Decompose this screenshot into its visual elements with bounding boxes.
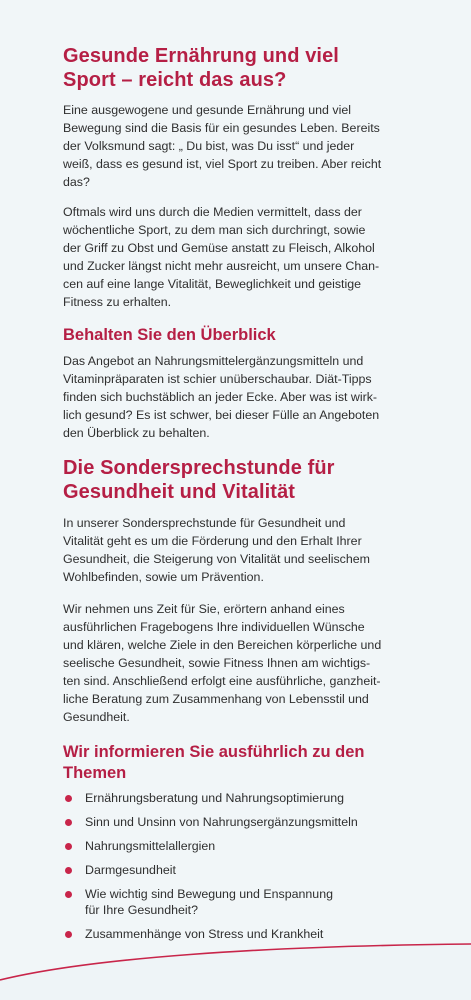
list-item-text: Sinn und Unsinn von Nahrungsergänzungsmitteln — [85, 815, 358, 829]
heading-consultation: Die Sondersprechstunde für Gesundheit und Vitalität — [63, 457, 335, 503]
media-paragraph: Oftmals wird uns durch die Medien vermittelt, dass der wöchentliche Sport, zu dem man sich durchringt, sowie der Griff zu Obst und Gemüse anstatt zu Fleisch, Alkohol und Zucker längst nicht mehr ausreicht, um unsere Chan- cen auf eine lange Vitalität, Beweglichkeit und geistige Fitness zu erhalten. — [63, 205, 380, 309]
bullet-dot-icon — [65, 891, 72, 898]
bullet-dot-icon — [65, 843, 72, 850]
decorative-wave — [0, 940, 471, 1000]
bullet-dot-icon — [65, 819, 72, 826]
wave-fill — [0, 944, 471, 1000]
overview-paragraph: Das Angebot an Nahrungsmittelergänzungsmitteln und Vitaminpräparaten ist schier unüberschaubar. Diät-Tipps finden sich buchstäblich an jeder Ecke. Aber was ist wirk- lich gesund? Es ist schwer, bei dieser Fülle an Angeboten den Überblick zu behalten. — [63, 354, 380, 440]
content-column — [63, 44, 413, 950]
heading-nutrition-sport: Gesunde Ernährung und viel Sport – reicht das aus? — [63, 45, 339, 91]
list-item — [63, 838, 413, 854]
bullet-dot-icon — [65, 867, 72, 874]
list-item-text: Nahrungsmittelallergien — [85, 839, 216, 853]
bullet-dot-icon — [65, 931, 72, 938]
list-item-text: Wie wichtig sind Bewegung und Enspannung für Ihre Gesundheit? — [85, 887, 333, 917]
list-item — [63, 790, 413, 806]
topics-list — [63, 790, 413, 942]
bullet-dot-icon — [65, 795, 72, 802]
consultation-paragraph: In unserer Sondersprechstunde für Gesundheit und Vitalität geht es um die Förderung und den Erhalt Ihrer Gesundheit, die Steigerung von Vitalität und seelischem Wohlbefinden, sowie um Prävention. — [63, 516, 370, 584]
list-item — [63, 862, 413, 878]
questionnaire-paragraph: Wir nehmen uns Zeit für Sie, erörtern anhand eines ausführlichen Fragebogens Ihre individuellen Wünsche und klären, welche Ziele in den Bereichen körperliche und seelische Gesundheit, sowie Fitness Ihnen am wichtigs- ten sind. Anschließend erfolgt eine ausführliche, ganzheit- liche Beratung zum Zusammenhang von Lebensstil und Gesundheit. — [63, 602, 382, 724]
intro-paragraph: Eine ausgewogene und gesunde Ernährung und viel Bewegung sind die Basis für ein gesundes Leben. Bereits der Volksmund sagt: „ Du bist, was Du isst“ und jeder weiß, dass es gesund ist, viel Sport zu treiben. Aber reicht das? — [63, 103, 382, 189]
list-item-text: Ernährungsberatung und Nahrungsoptimierung — [85, 791, 344, 805]
heading-overview: Behalten Sie den Überblick — [63, 326, 276, 344]
list-item-text: Darmgesundheit — [85, 863, 176, 877]
list-item-text: Zusammenhänge von Stress und Krankheit — [85, 927, 324, 941]
list-item — [63, 886, 413, 918]
list-item — [63, 814, 413, 830]
heading-topics: Wir informieren Sie ausführlich zu den Themen — [63, 743, 365, 782]
